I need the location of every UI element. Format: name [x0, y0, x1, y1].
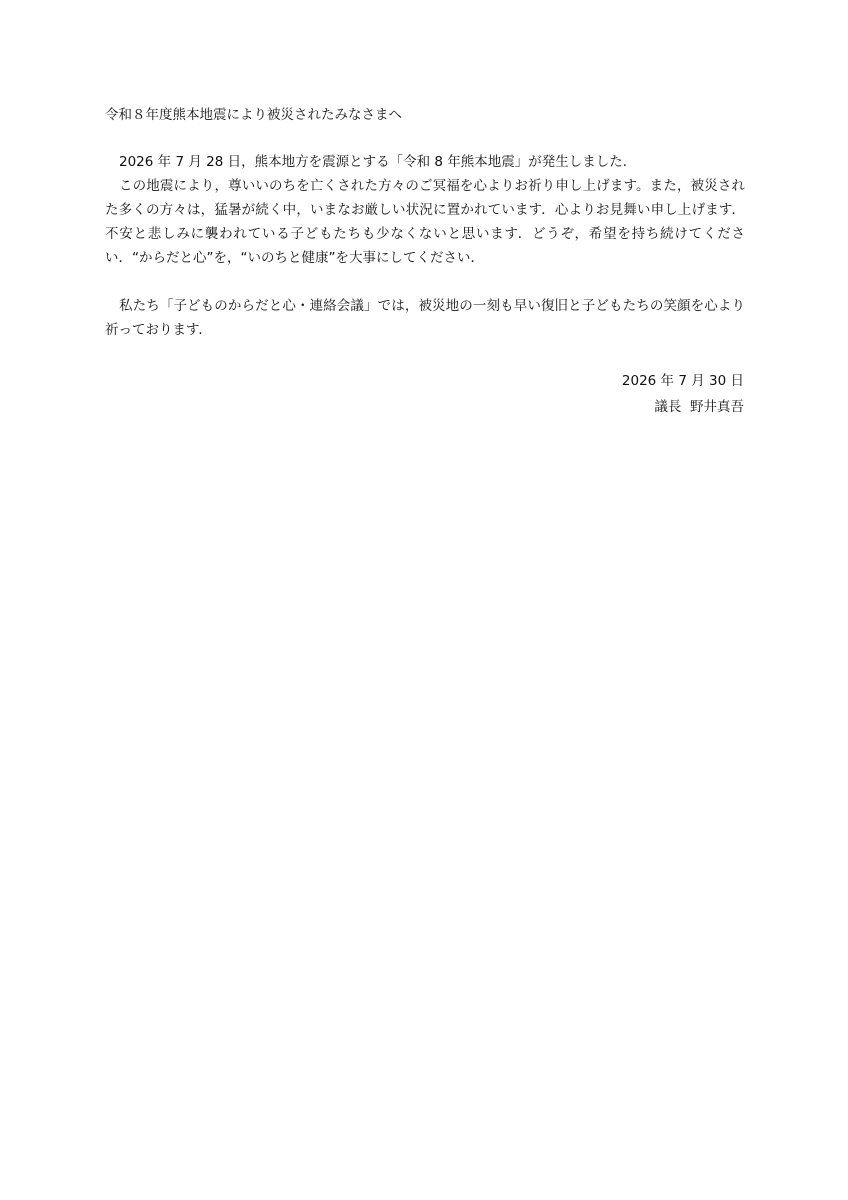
salutation-line: 令和８年度熊本地震により被災されたみなさまへ: [105, 107, 402, 123]
paragraph-earthquake-announcement: 2026 年 7 月 28 日，熊本地方を震源とする「令和 8 年熊本地震」が発生しました．: [119, 154, 637, 170]
paragraph-condolences: この地震により，尊いいのちを亡くされた方々のご冥福を心よりお祈り申し上げます。また，被災された多くの方々は，猛暑が続く中，いまなお厳しい状況に置かれています．心よりお見舞い申し上げます．不安と悲しみに襲われている子どもたちも少なくないと思います．どうぞ，希望を持ち続けてください．“からだと心”を，“いのちと健康”を大事にしてください．: [105, 178, 745, 266]
paragraph-prayer: 私たち「子どものからだと心・連絡会議」では，被災地の一刻も早い復旧と子どもたちの笑顔を心より祈っております．: [105, 298, 745, 338]
signer-name: 議長 野井真吾: [654, 399, 744, 415]
letter-date: 2026 年 7 月 30 日: [621, 373, 744, 389]
letter-body: [105, 150, 745, 342]
signature-block: [622, 368, 744, 420]
